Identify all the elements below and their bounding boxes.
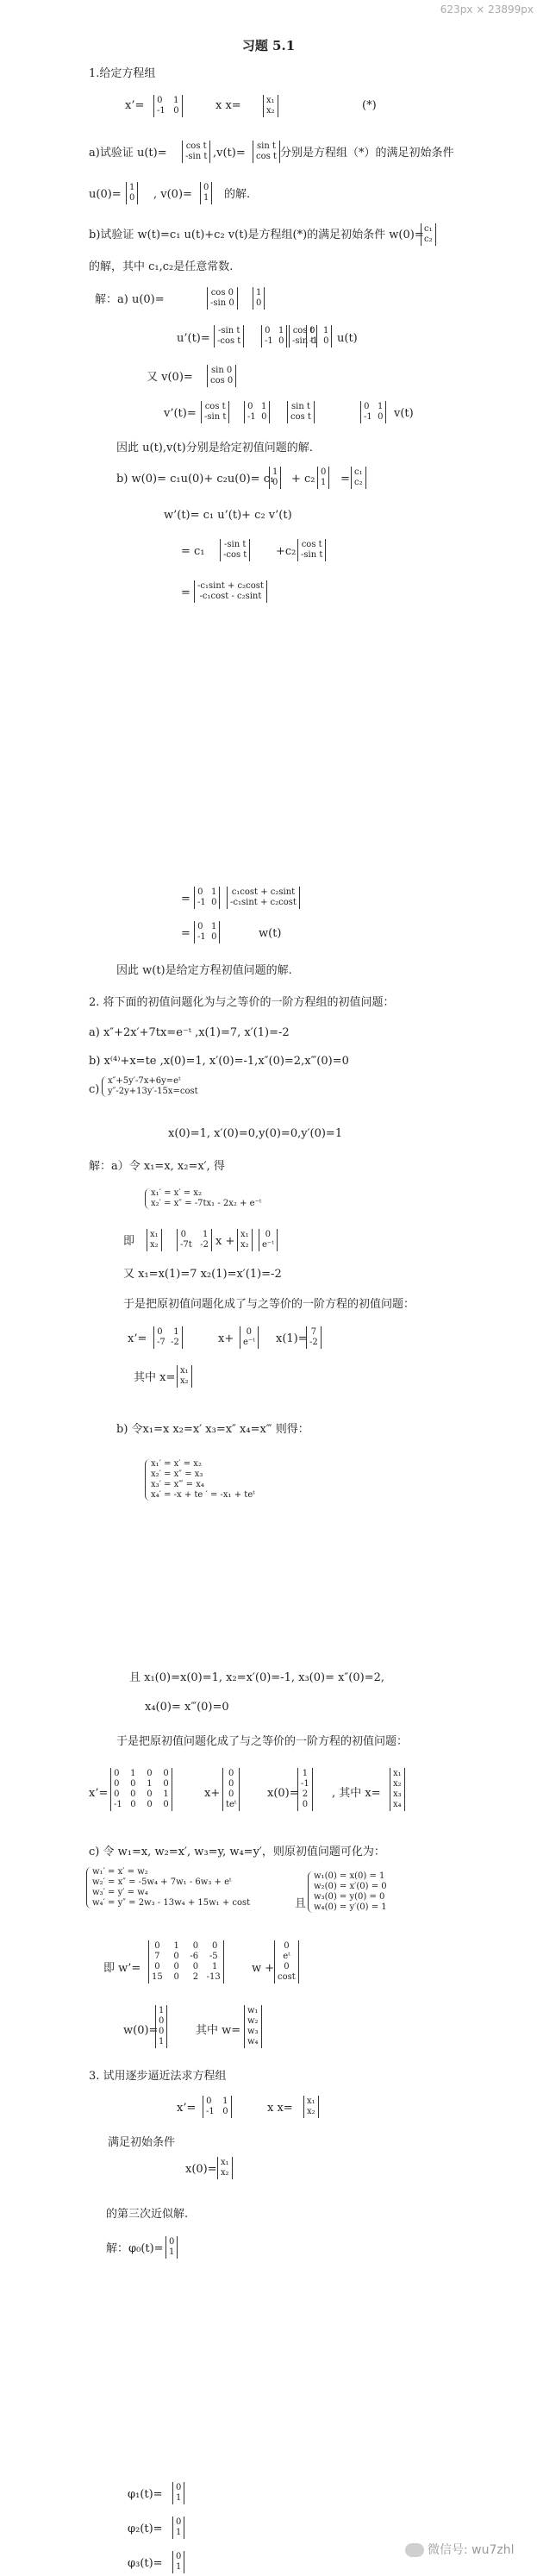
matrix-row: -1: [301, 1779, 309, 1789]
text-line: c): [89, 1083, 100, 1096]
text-line: φ₂(t)=: [128, 2523, 163, 2535]
equation-row: w₄′ = y″ = 2w₃ - 13w₄ + 15w₁ + cost: [92, 1898, 251, 1908]
text-line: =: [181, 927, 190, 940]
matrix-row: -sin t: [217, 326, 240, 335]
equation-system: [86, 1867, 250, 1908]
matrix-row: -1 0 0 0: [114, 1800, 169, 1809]
text-line: u(0)=: [89, 188, 122, 201]
matrix-row: x₂: [266, 106, 275, 116]
matrix-row: -cos t: [223, 550, 247, 560]
equation-row: w₂′ = x″ = -5w₄ + 7w₁ - 6w₃ + eᵗ: [92, 1877, 232, 1887]
text-line: x+: [218, 1332, 234, 1345]
equation-row: w₁′ = x′ = w₂: [92, 1867, 148, 1877]
text-line: b) x⁽⁴⁾+x=te ,x(0)=1, x′(0)=-1,x″(0)=2,x‴(0)=0: [89, 1055, 349, 1068]
matrix-row: x₁: [150, 1230, 159, 1239]
matrix: [207, 365, 236, 387]
text-line: 1.给定方程组: [89, 67, 156, 80]
matrix: [297, 1768, 313, 1811]
matrix-row: w₂: [247, 2016, 259, 2026]
matrix: [269, 467, 281, 489]
equation-row: y″-2y+13y′-15x=cost: [108, 1087, 198, 1096]
matrix-row: 0 1: [265, 326, 284, 335]
matrix-row: x₁: [266, 96, 275, 105]
matrix-row: c₁cost + c₂sint: [231, 887, 296, 897]
matrix-row: x₂: [307, 2107, 315, 2116]
watermark-text: 微信号: wu7zhl: [428, 2543, 515, 2557]
matrix-row: 0 1: [364, 402, 384, 411]
matrix-row: -sin t: [185, 152, 208, 161]
text-line: x(0)=: [267, 1787, 299, 1800]
text-line: u(t): [337, 332, 358, 345]
matrix-row: -sin t: [301, 550, 323, 560]
matrix-row: cos t: [301, 540, 322, 549]
matrix: [172, 2482, 184, 2504]
matrix-row: 0 1: [309, 326, 329, 335]
text-line: =: [181, 586, 190, 599]
text-line: x’=: [89, 1787, 109, 1800]
matrix-row: 1: [176, 2493, 182, 2503]
matrix-row: cost: [278, 1972, 296, 1982]
equation-system: [308, 1871, 387, 1913]
text-line: x’=: [177, 2102, 197, 2115]
matrix: [253, 141, 280, 163]
matrix-row: sin 0: [210, 366, 233, 375]
text-line: 因此 w(t)是给定方程初值问题的解.: [116, 964, 292, 977]
matrix: [194, 921, 220, 943]
matrix: [317, 467, 329, 489]
matrix-row: w₃: [247, 2027, 259, 2036]
matrix: [360, 401, 386, 423]
matrix-row: 1: [176, 2562, 182, 2572]
matrix-row: 0: [159, 2016, 165, 2026]
matrix-row: 0: [284, 1941, 290, 1951]
text-line: 且 x₁(0)=x(0)=1, x₂=x′(0)=-1, x₃(0)= x″(0)=2,: [129, 1671, 384, 1684]
matrix-row: x₁: [240, 1230, 249, 1239]
matrix: [182, 141, 210, 163]
text-line: a)试验证 u(t)=: [89, 147, 167, 160]
matrix: [421, 223, 436, 246]
matrix-row: 0: [246, 1327, 253, 1337]
equation-row: x″+5y′-7x+6y=eᵗ: [108, 1076, 181, 1086]
matrix-row: 0: [302, 1800, 309, 1809]
text-line: w’(t)= c₁ u’(t)+ c₂ v’(t): [164, 509, 292, 522]
matrix-row: eᵗ: [283, 1952, 290, 1961]
matrix: [194, 887, 220, 909]
matrix-row: c₁: [424, 224, 433, 234]
matrix: [155, 2005, 167, 2048]
text-line: φ₁(t)=: [128, 2488, 163, 2501]
text-line: b) 令x₁=x x₂=x′ x₃=x″ x₄=x‴ 则得：: [116, 1423, 309, 1436]
equation-system: [145, 1459, 255, 1501]
matrix: [172, 2551, 184, 2573]
matrix-row: 0: [129, 193, 135, 203]
matrix-row: 0: [284, 1962, 290, 1971]
matrix-row: 7: [310, 1327, 317, 1337]
text-line: 的第三次近似解.: [106, 2208, 189, 2221]
matrix: [110, 1768, 172, 1811]
matrix-row: 0 1 0 0: [114, 1769, 169, 1778]
matrix: [214, 325, 244, 348]
text-line: x’=: [125, 99, 145, 112]
text-line: φ₃(t)=: [128, 2557, 163, 2570]
text-line: ,v(t)=: [213, 147, 246, 160]
text-line: u’(t)=: [177, 332, 210, 345]
matrix: [261, 325, 287, 348]
matrix-row: 0: [228, 1779, 234, 1789]
matrix-row: cos t: [292, 326, 314, 335]
matrix-row: x₁: [221, 2158, 229, 2167]
text-line: , 其中 x=: [332, 1787, 381, 1800]
matrix-row: cos t: [256, 152, 277, 161]
equation-row: w₄(0) = y′(0) = 1: [314, 1902, 387, 1912]
matrix: [237, 1229, 253, 1251]
matrix: [201, 401, 229, 423]
text-line: 即: [123, 1235, 135, 1248]
text-line: c) 令 w₁=x, w₂=x′, w₃=y, w₄=y′，则原初值问题可化为：: [89, 1846, 385, 1858]
matrix-row: x₃: [393, 1789, 402, 1799]
matrix-row: 1: [176, 2528, 182, 2537]
text-line: w(0)=: [123, 2024, 159, 2037]
equation-row: w₃′ = y′ = w₄: [92, 1888, 148, 1897]
text-line: +c₂: [276, 545, 297, 558]
equation-row: x₂′ = x″ = x₃: [151, 1470, 203, 1479]
matrix-row: w₁: [247, 2006, 259, 2015]
matrix-row: e⁻ᵗ: [262, 1240, 274, 1250]
matrix-row: x₁: [307, 2097, 315, 2106]
matrix: [390, 1768, 405, 1811]
text-line: v(t): [394, 407, 414, 420]
matrix-row: cos 0: [210, 376, 234, 385]
text-line: x x=: [267, 2102, 293, 2115]
text-line: 且: [295, 1897, 307, 1910]
text-line: x+: [204, 1787, 221, 1800]
matrix-row: -sin t: [223, 540, 247, 549]
matrix-row: 0: [176, 2517, 182, 2527]
matrix: [244, 401, 270, 423]
matrix-row: teᵗ: [226, 1800, 237, 1809]
text-line: x +: [215, 1235, 235, 1248]
text-line: , v(0)=: [153, 188, 192, 201]
matrix-row: sin t: [290, 402, 310, 411]
matrix-row: 0: [256, 298, 262, 308]
matrix-row: sin t: [256, 141, 276, 151]
matrix-row: 0: [169, 2237, 175, 2247]
equation-system: [102, 1076, 198, 1097]
matrix-row: 1: [272, 467, 278, 477]
matrix-row: 0: [321, 467, 327, 477]
matrix: [222, 1768, 240, 1811]
matrix-row: 0: [228, 1769, 234, 1778]
text-line: 解：a）令 x₁=x, x₂=x′, 得: [89, 1160, 225, 1173]
matrix-row: -sin t: [292, 336, 315, 346]
text-line: 2. 将下面的初值问题化为与之等价的一阶方程组的初值问题：: [89, 996, 395, 1009]
matrix-row: 1: [203, 193, 209, 203]
matrix: [177, 1229, 212, 1251]
matrix: [203, 2096, 232, 2118]
text-line: (*): [362, 99, 377, 112]
text-line: x(0)=: [185, 2163, 217, 2176]
matrix-row: 1: [159, 2006, 165, 2015]
matrix: [287, 401, 315, 423]
matrix-row: 1: [302, 1769, 309, 1778]
matrix-row: -c₁sint + c₂cost: [197, 581, 264, 591]
text-line: + c₂: [291, 473, 315, 486]
matrix: [147, 1229, 162, 1251]
matrix-row: cos 0: [210, 288, 234, 298]
text-line: 其中 x=: [134, 1371, 176, 1384]
matrix-row: 0 1: [206, 2097, 228, 2106]
matrix-row: 0: [228, 1789, 234, 1799]
matrix-row: -1 0: [309, 336, 329, 346]
matrix: [194, 580, 267, 603]
text-line: 又 v(0)=: [147, 371, 193, 384]
text-line: =: [181, 893, 190, 906]
matrix-row: x₂: [180, 1376, 189, 1386]
matrix-row: -1 0: [247, 412, 267, 422]
text-line: 于是把原初值问题化成了与之等价的一阶方程的初值问题：: [116, 1735, 409, 1748]
matrix-row: 0 1 0 0: [154, 1941, 218, 1951]
text-line: x₄(0)= x‴(0)=0: [145, 1701, 229, 1714]
equation-row: x₃′ = x‴ = x₄: [151, 1480, 204, 1489]
text-line: 即 w’=: [103, 1962, 141, 1975]
matrix-row: -1 0: [197, 932, 217, 942]
text-line: a) x″+2x′+7tx=e⁻ᵗ ,x(1)=7, x′(1)=-2: [89, 1026, 290, 1039]
text-line: 3. 试用逐步逼近法求方程组: [89, 2070, 227, 2083]
matrix-row: x₁: [180, 1366, 189, 1376]
equation-row: x₂′ = x″ = -7tx₁ - 2x₂ + e⁻ᵗ: [151, 1199, 262, 1208]
matrix-row: 0 1: [157, 96, 179, 105]
matrix-row: -7 -2: [157, 1338, 179, 1347]
matrix-row: -c₁sint + c₂cost: [230, 898, 297, 907]
matrix-row: 0 0 0 1: [114, 1789, 169, 1799]
matrix-row: x₂: [150, 1240, 159, 1250]
matrix-row: x₄: [393, 1800, 402, 1809]
equation-row: x₁′ = x′ = x₂: [151, 1188, 202, 1198]
text-line: x(0)=1, x′(0)=0,y(0)=0,y′(0)=1: [168, 1127, 343, 1140]
matrix: [297, 539, 326, 561]
matrix: [126, 182, 138, 204]
matrix-row: 1: [169, 2247, 175, 2257]
matrix-row: 0: [203, 183, 209, 192]
matrix-row: -cos t: [217, 336, 241, 346]
text-line: x(1)=: [276, 1332, 308, 1345]
matrix-row: cos t: [204, 402, 226, 411]
text-line: 其中 w=: [196, 2024, 241, 2037]
equation-row: x₄′ = -x + te ′ = -x₁ + teᵗ: [151, 1490, 255, 1500]
matrix: [153, 95, 183, 117]
matrix-row: 0 1: [197, 922, 217, 931]
matrix: [351, 467, 366, 489]
matrix: [303, 2096, 319, 2118]
matrix-row: -1 0: [364, 412, 384, 422]
matrix-row: c₁: [354, 467, 363, 477]
matrix: [274, 1940, 299, 1984]
text-line: 满足初始条件: [108, 2136, 176, 2149]
text-line: x’=: [128, 1332, 147, 1345]
matrix-row: 0 1: [247, 402, 267, 411]
matrix-row: 1: [129, 183, 135, 192]
matrix: [240, 1326, 259, 1349]
matrix-row: 0 0 1 0: [114, 1779, 169, 1789]
matrix-row: 0: [176, 2552, 182, 2561]
text-line: w +: [252, 1962, 275, 1975]
text-line: v’(t)=: [164, 407, 197, 420]
matrix-row: -sin 0: [210, 298, 234, 308]
matrix-row: -1 0: [157, 106, 179, 116]
watermark: [405, 2541, 515, 2558]
matrix-row: -1 0: [197, 898, 217, 907]
matrix-row: 7 0 -6 -5: [154, 1952, 218, 1961]
matrix-row: cos t: [185, 141, 207, 151]
text-line: w(t): [259, 927, 282, 940]
equation-row: x₁′ = x′ = x₂: [151, 1459, 202, 1469]
matrix: [259, 1229, 278, 1251]
matrix: [207, 287, 238, 310]
matrix-row: w₄: [247, 2037, 259, 2046]
matrix-row: e⁻ᵗ: [243, 1338, 255, 1347]
matrix-row: 0: [176, 2483, 182, 2492]
matrix: [306, 1326, 322, 1349]
matrix-row: 0: [159, 2027, 165, 2036]
matrix-row: 0 1: [197, 887, 217, 897]
text-line: 解：a) u(0)=: [95, 293, 165, 306]
matrix-row: x₂: [393, 1779, 402, 1789]
text-line: 于是把原初值问题化成了与之等价的一阶方程的初值问题：: [123, 1298, 415, 1311]
matrix: [177, 1365, 192, 1388]
matrix-row: x₂: [240, 1240, 249, 1250]
matrix: [227, 887, 300, 909]
matrix: [253, 287, 265, 310]
matrix-row: 1: [159, 2037, 165, 2046]
matrix: [306, 325, 332, 348]
matrix: [244, 2005, 262, 2048]
text-line: 的解.: [224, 188, 251, 201]
matrix: [153, 1326, 183, 1349]
equation-system: [145, 1188, 261, 1209]
text-line: 的解，其中 c₁,c₂是任意常数.: [89, 260, 234, 273]
size-mark: 623px × 23899px: [440, 3, 534, 16]
matrix-row: 15 0 2 -13: [152, 1972, 221, 1982]
equation-row: w₁(0) = x(0) = 1: [314, 1871, 385, 1881]
matrix-row: 0: [265, 1230, 272, 1239]
matrix: [200, 182, 212, 204]
matrix-row: -2: [309, 1338, 318, 1347]
matrix-row: 1: [256, 288, 262, 298]
matrix: [220, 539, 250, 561]
matrix-row: -7t -2: [180, 1240, 209, 1250]
matrix-row: -sin t: [204, 412, 227, 422]
text-line: 又 x₁=x(1)=7 x₂(1)=x′(1)=-2: [123, 1268, 282, 1281]
matrix: [165, 2236, 178, 2259]
matrix-row: 0 1: [157, 1327, 179, 1337]
matrix-row: 0: [272, 478, 278, 487]
matrix-row: c₂: [424, 235, 433, 244]
text-line: = c₁: [181, 545, 205, 558]
matrix-row: 0 1: [180, 1230, 209, 1239]
matrix-row: 2: [302, 1789, 309, 1799]
matrix-row: x₁: [393, 1769, 402, 1778]
matrix: [217, 2157, 233, 2179]
wechat-icon: [405, 2543, 424, 2557]
equation-row: w₂(0) = x′(0) = 0: [314, 1882, 387, 1891]
matrix-row: c₂: [354, 478, 363, 487]
text-line: b) w(0)= c₁u(0)+ c₂u(0)= c₁: [116, 473, 275, 486]
matrix-row: -c₁cost - c₂sint: [199, 592, 262, 601]
matrix-row: 0 0 0 1: [154, 1962, 218, 1971]
matrix: [148, 1940, 224, 1984]
text-line: x x=: [215, 99, 241, 112]
matrix-row: cos t: [290, 412, 311, 422]
page-title: 习题 5.1: [241, 38, 296, 53]
matrix: [263, 95, 278, 117]
text-line: 因此 u(t),v(t)分别是给定初值问题的解.: [116, 442, 313, 454]
matrix: [172, 2516, 184, 2539]
text-line: b)试验证 w(t)=c₁ u(t)+c₂ v(t)是方程组(*)的满足初始条件 w(0)=: [89, 229, 424, 241]
equation-row: w₃(0) = y(0) = 0: [314, 1892, 385, 1902]
text-line: 解：φ₀(t)=: [106, 2242, 164, 2255]
text-line: 分别是方程组（*）的满足初始条件: [280, 147, 454, 160]
text-line: =: [340, 473, 350, 486]
matrix-row: -1 0: [265, 336, 284, 346]
matrix-row: x₂: [221, 2168, 229, 2178]
matrix-row: -1 0: [206, 2107, 228, 2116]
matrix-row: 1: [321, 478, 327, 487]
